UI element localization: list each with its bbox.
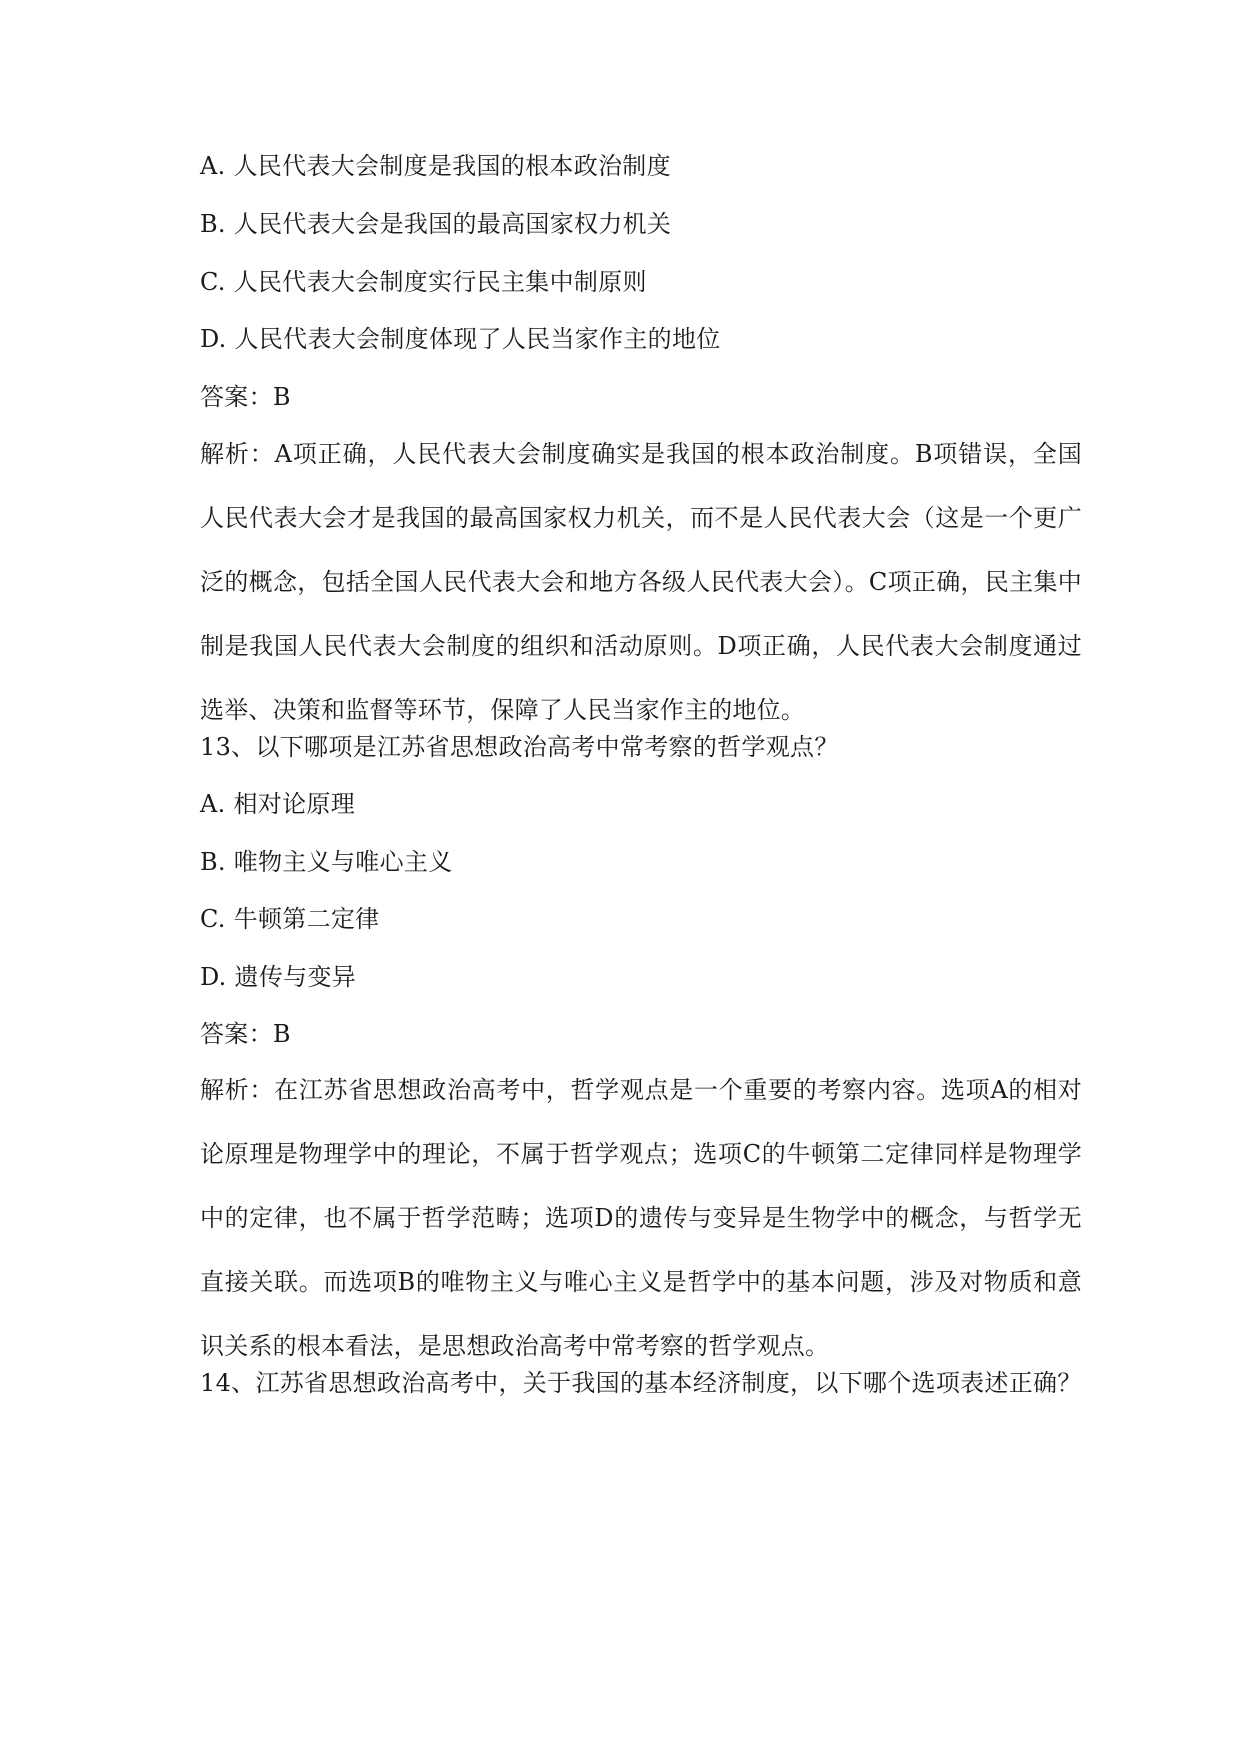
q13-option-c: C. 牛顿第二定律: [200, 905, 380, 933]
q13-option-d: D. 遗传与变异: [200, 963, 357, 991]
q12-analysis: 解析：A项正确，人民代表大会制度确实是我国的根本政治制度。B项错误，全国人民代表大会才是我国的最高国家权力机关，而不是人民代表大会（这是一个更广泛的概念，包括全国人民代表大会和地方各级人民代表大会）。C项正确，民主集中制是我国人民代表大会制度的组织和活动原则。D项正确，人民代表大会制度通过选举、决策和监督等环节，保障了人民当家作主的地位。: [200, 440, 1082, 724]
q14-question: 14、江苏省思想政治高考中，关于我国的基本经济制度，以下哪个选项表述正确？: [200, 1369, 1082, 1397]
q13-option-b: B. 唯物主义与唯心主义: [200, 848, 453, 876]
q12-option-a: A. 人民代表大会制度是我国的根本政治制度: [200, 152, 671, 180]
q12-option-b: B. 人民代表大会是我国的最高国家权力机关: [200, 210, 672, 238]
q12-answer: 答案：B: [200, 383, 291, 411]
q13-answer: 答案：B: [200, 1020, 291, 1048]
q12-option-d: D. 人民代表大会制度体现了人民当家作主的地位: [200, 325, 721, 353]
q13-analysis: 解析：在江苏省思想政治高考中，哲学观点是一个重要的考察内容。选项A的相对论原理是物理学中的理论，不属于哲学观点；选项C的牛顿第二定律同样是物理学中的定律，也不属于哲学范畴；选项D的遗传与变异是生物学中的概念，与哲学无直接关联。而选项B的唯物主义与唯心主义是哲学中的基本问题，涉及对物质和意识关系的根本看法，是思想政治高考中常考察的哲学观点。: [200, 1076, 1082, 1360]
q13-question: 13、以下哪项是江苏省思想政治高考中常考察的哲学观点？: [200, 733, 839, 761]
q12-option-c: C. 人民代表大会制度实行民主集中制原则: [200, 268, 647, 296]
q13-option-a: A. 相对论原理: [200, 790, 355, 818]
